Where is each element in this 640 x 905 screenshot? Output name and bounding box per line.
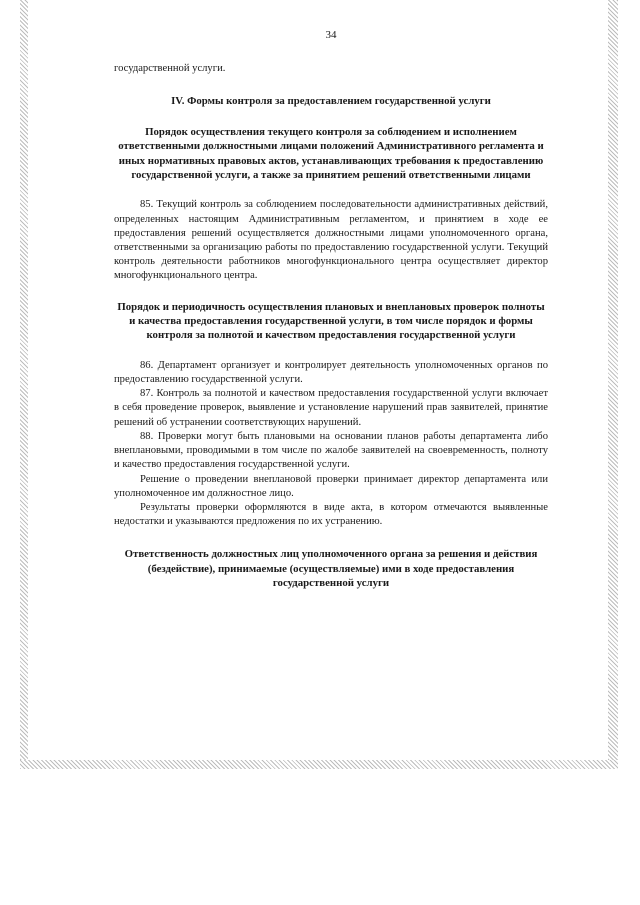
scan-border-right [608,0,618,768]
page-number: 34 [325,29,337,41]
paragraph-85: 85. Текущий контроль за соблюдением последовательности административных действий, определенных настоящим Административным регламентом, и принятием в ходе ее предоставления решений осуществляется должностными лицами уполномоченного органа, ответственными за организацию работы по предоставлению государственной услуги. Текущий контроль деятельности работников многофункционального центра осуществляет директор многофункционального центра. [114,199,548,282]
paragraph-86: 86. Департамент организует и контролирует деятельность уполномоченных органов по предоставлению государственной услуги. [114,359,548,386]
paragraph-results: Результаты проверки оформляются в виде акта, в котором отмечаются выявленные недостатки и указываются предложения по их устранению. [114,501,548,528]
subheading-responsibility: Ответственность должностных лиц уполномоченного органа за решения и действия (бездействие), принимаемые (осуществляемые) ими в ходе предоставления государственной услуги [124,548,538,590]
subheading-inspections: Порядок и периодичность осуществления плановых и внеплановых проверок полноты и качества предоставления государственной услуги, в том числе порядок и формы контроля за полнотой и качеством предоставления государственной услуги [117,300,545,342]
document-body [114,28,548,591]
lead-text: государственной услуги. [114,63,226,75]
paragraph-88: 88. Проверки могут быть плановыми на основании планов работы департамента либо внеплановыми, проводимыми в том числе по жалобе заявителей на своевременность, полноту и качество предоставления государственной услуги. [114,430,548,471]
paragraph-decision: Решение о проведении внеплановой проверки принимает директор департамента или уполномоченное им должностное лицо. [114,473,548,499]
paragraph-87: 87. Контроль за полнотой и качеством предоставления государственной услуги включает в себя проведение проверок, выявление и установление нарушений прав заявителей, принятие решений об устранении соответствующих нарушений. [114,388,548,428]
subheading-current-control: Порядок осуществления текущего контроля за соблюдением и исполнением ответственными должностными лицами положений Административного регламента и иных нормативных правовых актов, устанавливающих требования к предоставлению государственной услуги, а также за принятием решений ответственными лицами [118,125,544,182]
section-title: IV. Формы контроля за предоставлением государственной услуги [171,95,491,108]
scan-border-left [20,0,28,768]
scan-border-bottom [20,760,618,769]
